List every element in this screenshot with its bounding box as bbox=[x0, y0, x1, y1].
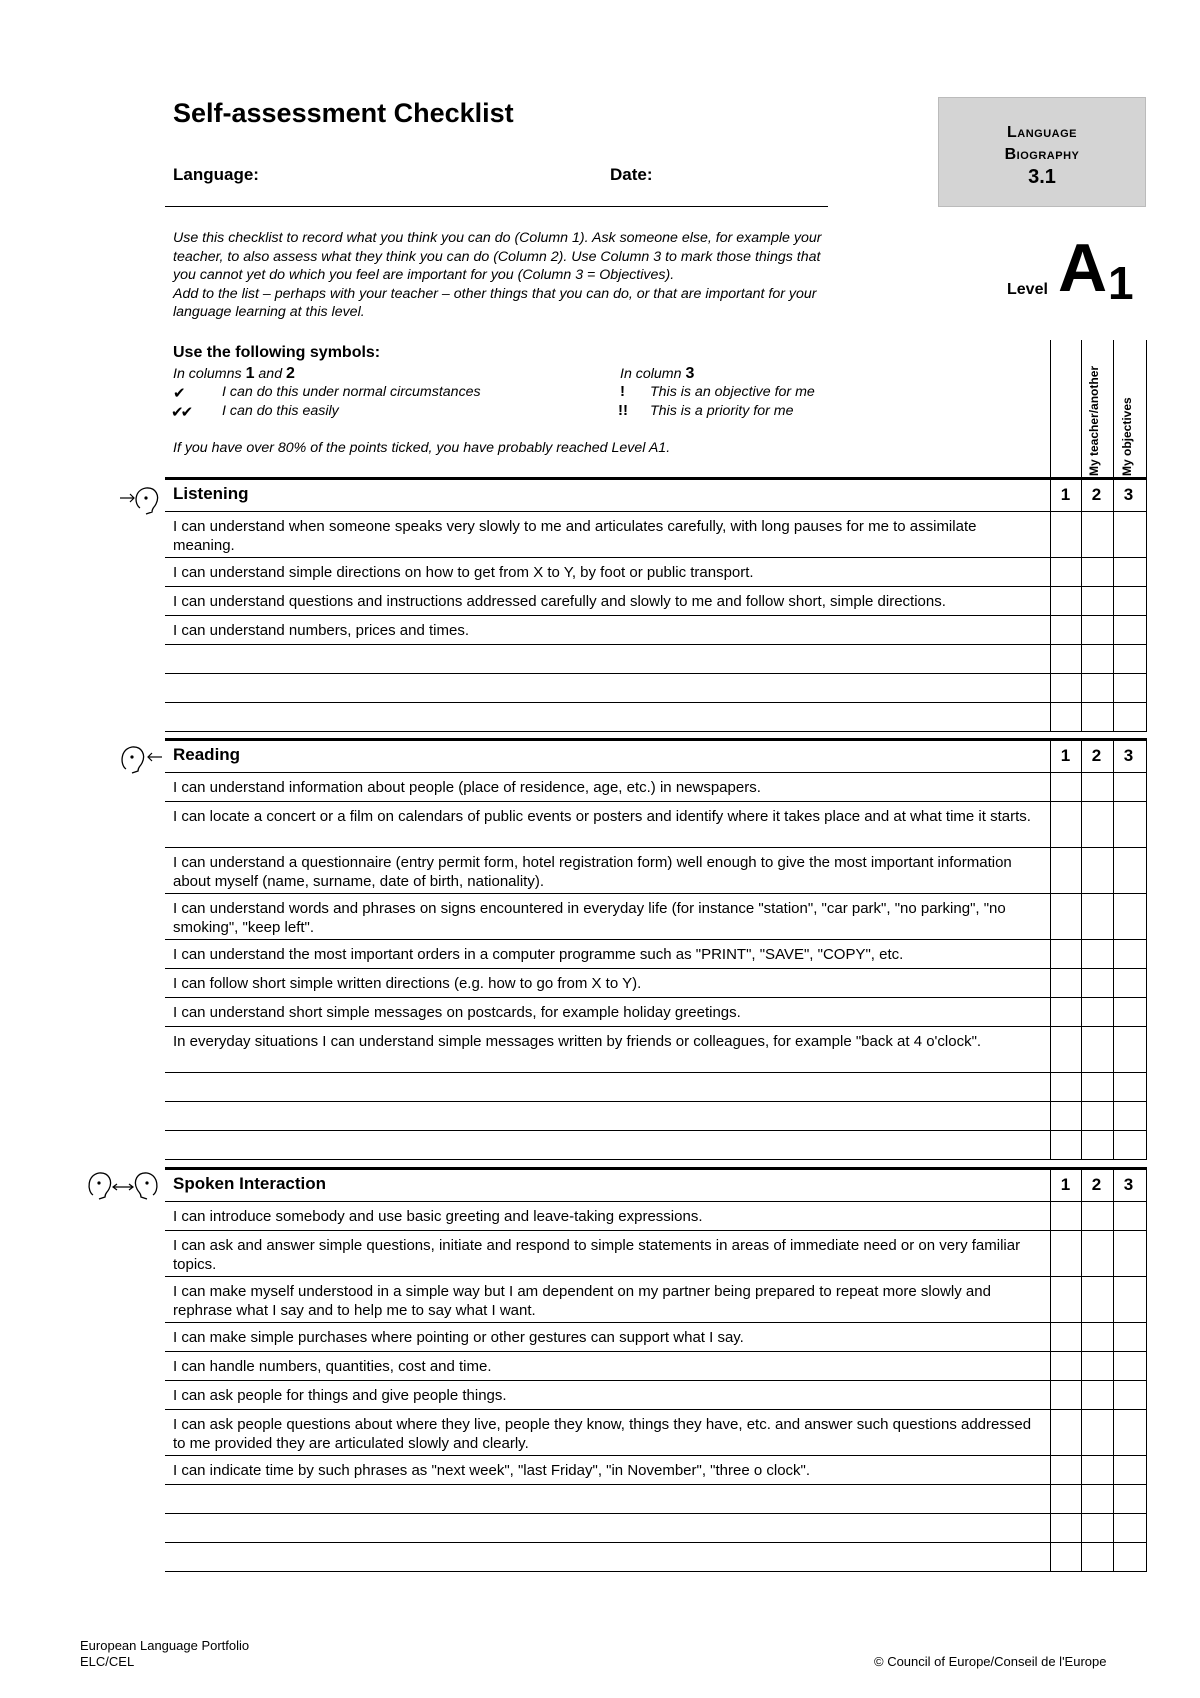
spoken-interaction-section bbox=[165, 1167, 1147, 1572]
intro-text bbox=[173, 229, 928, 322]
blank-row bbox=[165, 703, 1147, 732]
column-2-cell[interactable] bbox=[1081, 1352, 1112, 1380]
column-3-cell[interactable] bbox=[1113, 969, 1144, 997]
caption-text: In column bbox=[620, 366, 682, 382]
column-1-cell[interactable] bbox=[1050, 587, 1081, 615]
column-1-cell[interactable] bbox=[1050, 645, 1081, 673]
column-1-cell[interactable] bbox=[1050, 1381, 1081, 1409]
checklist-row bbox=[165, 894, 1147, 940]
column-2-cell[interactable] bbox=[1081, 773, 1112, 801]
column-3-cell[interactable] bbox=[1113, 802, 1144, 847]
column-1-cell[interactable] bbox=[1050, 940, 1081, 968]
column-1-cell[interactable] bbox=[1050, 998, 1081, 1026]
blank-row bbox=[165, 645, 1147, 674]
level-number: 1 bbox=[1108, 257, 1134, 309]
column-1-cell[interactable] bbox=[1050, 1231, 1081, 1276]
column-number: 2 bbox=[1091, 746, 1102, 765]
column-3-cell[interactable] bbox=[1113, 1027, 1144, 1072]
intro-line: Use this checklist to record what you think you can do (Column 1). Ask someone else, for example your bbox=[173, 230, 822, 246]
column-number: 3 bbox=[1123, 746, 1134, 765]
date-label: Date: bbox=[610, 165, 653, 184]
header-underline bbox=[165, 206, 828, 207]
column-2-cell[interactable] bbox=[1081, 848, 1112, 893]
column-3-cell[interactable] bbox=[1113, 1323, 1144, 1351]
column-3-cell[interactable] bbox=[1113, 848, 1144, 893]
column-1-cell[interactable] bbox=[1050, 1277, 1081, 1322]
column-divider bbox=[1081, 340, 1082, 478]
checklist-row bbox=[165, 802, 1147, 848]
column-divider bbox=[1113, 340, 1114, 478]
columns-12-caption bbox=[173, 365, 295, 383]
checklist-statement: I can indicate time by such phrases as "next week", "last Friday", "in November", "three o clock". bbox=[173, 1462, 811, 1479]
double-exclamation-description: This is a priority for me bbox=[650, 403, 794, 419]
blank-row bbox=[165, 1131, 1147, 1160]
column-1-cell[interactable] bbox=[1050, 1131, 1081, 1159]
checklist-statement: I can understand numbers, prices and times. bbox=[173, 622, 469, 639]
caption-text: In columns bbox=[173, 366, 242, 382]
footer-portfolio: European Language Portfolio bbox=[80, 1638, 250, 1653]
column-2-cell[interactable] bbox=[1081, 1202, 1112, 1230]
double-exclamation-icon: !! bbox=[618, 402, 628, 419]
column-1-cell[interactable] bbox=[1050, 1456, 1081, 1484]
column-3-cell[interactable] bbox=[1113, 512, 1144, 557]
checklist-row bbox=[165, 1456, 1147, 1485]
checklist-row bbox=[165, 969, 1147, 998]
column-3-cell[interactable] bbox=[1113, 1514, 1144, 1542]
column-1-cell[interactable] bbox=[1050, 703, 1081, 731]
column-2-cell[interactable] bbox=[1081, 1231, 1112, 1276]
checklist-row bbox=[165, 616, 1147, 645]
column-3-cell[interactable] bbox=[1113, 1543, 1144, 1571]
column-2-cell[interactable] bbox=[1081, 998, 1112, 1026]
checklist-statement: I can understand simple directions on how to get from X to Y, by foot or public transport. bbox=[173, 564, 754, 581]
column-2-cell[interactable] bbox=[1081, 558, 1112, 586]
footer-code: ELC/CEL bbox=[80, 1654, 135, 1669]
column-3-cell[interactable] bbox=[1113, 1073, 1144, 1101]
spoken-interaction-icon bbox=[85, 1169, 161, 1208]
column-2-cell[interactable] bbox=[1081, 616, 1112, 644]
checklist-row bbox=[165, 587, 1147, 616]
intro-line: teacher, to also assess what they think you can do (Column 2). Use Column 3 to mark those things that bbox=[173, 248, 821, 265]
column-2-cell[interactable] bbox=[1081, 1277, 1112, 1322]
footer-left bbox=[80, 1638, 249, 1670]
checklist-statement: I can understand words and phrases on signs encountered in everyday life (for instance "station", "car park", "no parking", "no smoking", "keep left". bbox=[173, 900, 1006, 936]
column-3-cell[interactable] bbox=[1113, 645, 1144, 673]
column-3-cell[interactable] bbox=[1113, 998, 1144, 1026]
level-letter: A bbox=[1058, 230, 1108, 306]
column-3-cell[interactable] bbox=[1113, 674, 1144, 702]
column-3-header: My objectives bbox=[1120, 397, 1134, 476]
checklist-row bbox=[165, 940, 1147, 969]
checklist-statement: I can understand when someone speaks very slowly to me and articulates carefully, with long pauses for me to assimilate meaning. bbox=[173, 518, 977, 554]
checklist-row bbox=[165, 1352, 1147, 1381]
checklist-row bbox=[165, 848, 1147, 894]
column-divider bbox=[1050, 340, 1051, 478]
column-1-cell[interactable] bbox=[1050, 969, 1081, 997]
column-3-cell[interactable] bbox=[1113, 1202, 1144, 1230]
column-2-cell[interactable] bbox=[1081, 512, 1112, 557]
blank-row bbox=[165, 1485, 1147, 1514]
column-1-cell[interactable] bbox=[1050, 1202, 1081, 1230]
column-3-cell[interactable] bbox=[1113, 587, 1144, 615]
column-3-cell[interactable] bbox=[1113, 1410, 1144, 1455]
blank-row bbox=[165, 1543, 1147, 1572]
column-1-cell[interactable] bbox=[1050, 848, 1081, 893]
column-1-cell[interactable] bbox=[1050, 1102, 1081, 1130]
column-3-cell[interactable] bbox=[1113, 940, 1144, 968]
column-2-cell[interactable] bbox=[1081, 1410, 1112, 1455]
checklist-row bbox=[165, 1381, 1147, 1410]
section-title: Reading bbox=[173, 745, 241, 764]
column-1-cell[interactable] bbox=[1050, 1514, 1081, 1542]
column-1-cell[interactable] bbox=[1050, 1485, 1081, 1513]
column-1-cell[interactable] bbox=[1050, 1027, 1081, 1072]
column-1-cell[interactable] bbox=[1050, 512, 1081, 557]
column-2-cell[interactable] bbox=[1081, 1073, 1112, 1101]
column-1-cell[interactable] bbox=[1050, 558, 1081, 586]
reading-section bbox=[165, 738, 1147, 1160]
column-2-cell[interactable] bbox=[1081, 940, 1112, 968]
column-2-cell[interactable] bbox=[1081, 802, 1112, 847]
checklist-statement: I can understand information about people (place of residence, age, etc.) in newspapers. bbox=[173, 779, 761, 796]
column-number: 2 bbox=[1091, 1175, 1102, 1194]
column-1-cell[interactable] bbox=[1050, 1543, 1081, 1571]
checklist-row bbox=[165, 998, 1147, 1027]
column-3-caption bbox=[620, 365, 694, 383]
checklist-row bbox=[165, 1202, 1147, 1231]
level-note: If you have over 80% of the points ticked, you have probably reached Level A1. bbox=[173, 440, 671, 456]
box-line-1: Language bbox=[1007, 124, 1077, 141]
level-label: Level bbox=[1007, 281, 1048, 298]
double-tick-description: I can do this easily bbox=[222, 403, 339, 419]
checklist-statement: I can make myself understood in a simple way but I am dependent on my partner being prepared to repeat more slowly and rephrase what I say and to help me to say what I want. bbox=[173, 1283, 991, 1319]
checklist-statement: I can understand short simple messages on postcards, for example holiday greetings. bbox=[173, 1004, 741, 1021]
checklist-statement: I can understand questions and instructions addressed carefully and slowly to me and follow short, simple directions. bbox=[173, 593, 946, 610]
column-3-cell[interactable] bbox=[1113, 616, 1144, 644]
checklist-row bbox=[165, 1323, 1147, 1352]
exclamation-icon: ! bbox=[620, 383, 625, 400]
column-2-cell[interactable] bbox=[1081, 674, 1112, 702]
blank-row bbox=[165, 1514, 1147, 1543]
column-3-cell[interactable] bbox=[1113, 894, 1144, 939]
checklist-statement: I can introduce somebody and use basic greeting and leave-taking expressions. bbox=[173, 1208, 703, 1225]
caption-text: and bbox=[258, 366, 283, 382]
checklist-statement: I can make simple purchases where pointing or other gestures can support what I say. bbox=[173, 1329, 744, 1346]
intro-line: language learning at this level. bbox=[173, 304, 365, 320]
tick-icon: ✔ bbox=[173, 385, 186, 402]
column-2-cell[interactable] bbox=[1081, 1323, 1112, 1351]
language-label: Language: bbox=[173, 165, 259, 184]
checklist-statement: I can understand the most important orders in a computer programme such as "PRINT", "SAVE", "COPY", etc. bbox=[173, 946, 904, 963]
listening-header bbox=[165, 477, 1147, 512]
exclamation-description: This is an objective for me bbox=[650, 384, 815, 400]
column-1-cell[interactable] bbox=[1050, 1352, 1081, 1380]
column-3-cell[interactable] bbox=[1113, 1277, 1144, 1322]
column-number: 2 bbox=[1091, 485, 1102, 504]
blank-row bbox=[165, 674, 1147, 703]
language-biography-box bbox=[938, 97, 1146, 207]
checklist-row bbox=[165, 1027, 1147, 1073]
column-1-cell[interactable] bbox=[1050, 894, 1081, 939]
column-3-cell[interactable] bbox=[1113, 703, 1144, 731]
section-title: Listening bbox=[173, 484, 249, 503]
column-1-cell[interactable] bbox=[1050, 802, 1081, 847]
column-2-cell[interactable] bbox=[1081, 1381, 1112, 1409]
column-2-cell[interactable] bbox=[1081, 1102, 1112, 1130]
checklist-row bbox=[165, 1410, 1147, 1456]
blank-row bbox=[165, 1102, 1147, 1131]
column-1-cell[interactable] bbox=[1050, 616, 1081, 644]
column-2-cell[interactable] bbox=[1081, 645, 1112, 673]
checklist-row bbox=[165, 512, 1147, 558]
column-2-header: My teacher/another bbox=[1087, 365, 1101, 476]
checklist-statement: I can locate a concert or a film on calendars of public events or posters and identify where it takes place and at what time it starts. bbox=[173, 808, 1031, 825]
checklist-statement: I can ask people questions about where they live, people they know, things they have, etc. and answer such questions addressed to me provided they are articulated slowly and clearly. bbox=[173, 1416, 1032, 1452]
column-number: 3 bbox=[1123, 1175, 1134, 1194]
caption-num: 2 bbox=[286, 365, 295, 382]
blank-row bbox=[165, 1073, 1147, 1102]
column-3-cell[interactable] bbox=[1113, 558, 1144, 586]
column-1-cell[interactable] bbox=[1050, 674, 1081, 702]
checklist-row bbox=[165, 1231, 1147, 1277]
column-2-cell[interactable] bbox=[1081, 1027, 1112, 1072]
column-2-cell[interactable] bbox=[1081, 894, 1112, 939]
column-2-cell[interactable] bbox=[1081, 703, 1112, 731]
column-1-cell[interactable] bbox=[1050, 1410, 1081, 1455]
listening-icon bbox=[118, 484, 162, 521]
caption-num: 1 bbox=[245, 365, 255, 382]
column-header-area bbox=[1050, 340, 1147, 478]
column-2-cell[interactable] bbox=[1081, 1543, 1112, 1571]
checklist-statement: I can ask and answer simple questions, initiate and respond to simple statements in areas of immediate need or on very familiar topics. bbox=[173, 1237, 1021, 1273]
column-3-cell[interactable] bbox=[1113, 1352, 1144, 1380]
column-number: 1 bbox=[1060, 746, 1071, 765]
column-3-cell[interactable] bbox=[1113, 1231, 1144, 1276]
checklist-statement: I can handle numbers, quantities, cost and time. bbox=[173, 1358, 492, 1375]
reading-icon bbox=[118, 743, 164, 782]
column-2-cell[interactable] bbox=[1081, 1131, 1112, 1159]
column-3-cell[interactable] bbox=[1113, 1456, 1144, 1484]
column-2-cell[interactable] bbox=[1081, 587, 1112, 615]
column-number: 3 bbox=[1123, 485, 1134, 504]
column-2-cell[interactable] bbox=[1081, 969, 1112, 997]
listening-section bbox=[165, 477, 1147, 732]
box-line-2: Biography bbox=[1004, 146, 1080, 163]
column-1-cell[interactable] bbox=[1050, 1073, 1081, 1101]
symbols-heading: Use the following symbols: bbox=[173, 344, 381, 361]
box-number: 3.1 bbox=[1028, 166, 1056, 188]
page-title: Self-assessment Checklist bbox=[173, 98, 514, 128]
checklist-statement: In everyday situations I can understand simple messages written by friends or colleagues, for example "back at 4 o'clock". bbox=[173, 1033, 982, 1050]
column-3-cell[interactable] bbox=[1113, 1102, 1144, 1130]
column-divider bbox=[1146, 340, 1147, 478]
column-1-cell[interactable] bbox=[1050, 1323, 1081, 1351]
checklist-row bbox=[165, 1277, 1147, 1323]
double-tick-icon: ✔✔ bbox=[171, 404, 191, 421]
spoken-interaction-header bbox=[165, 1167, 1147, 1202]
tick-description: I can do this under normal circumstances bbox=[222, 384, 481, 400]
intro-line: you cannot yet do which you feel are important for you (Column 3 = Objectives). bbox=[173, 267, 675, 283]
section-title: Spoken Interaction bbox=[173, 1174, 327, 1193]
reading-header bbox=[165, 738, 1147, 773]
checklist-statement: I can understand a questionnaire (entry permit form, hotel registration form) well enough to give the most important information about myself (name, surname, date of birth, nationality). bbox=[173, 854, 1012, 890]
column-3-cell[interactable] bbox=[1113, 1381, 1144, 1409]
column-number: 1 bbox=[1060, 485, 1071, 504]
footer-copyright: © Council of Europe/Conseil de l'Europe bbox=[874, 1654, 1107, 1669]
caption-num: 3 bbox=[685, 365, 695, 382]
column-2-cell[interactable] bbox=[1081, 1485, 1112, 1513]
checklist-row bbox=[165, 773, 1147, 802]
intro-line: Add to the list – perhaps with your teacher – other things that you can do, or that are important for your bbox=[173, 285, 817, 302]
column-1-cell[interactable] bbox=[1050, 773, 1081, 801]
checklist-statement: I can ask people for things and give people things. bbox=[173, 1387, 507, 1404]
column-3-cell[interactable] bbox=[1113, 773, 1144, 801]
checklist-row bbox=[165, 558, 1147, 587]
column-3-cell[interactable] bbox=[1113, 1131, 1144, 1159]
checklist-statement: I can follow short simple written directions (e.g. how to go from X to Y). bbox=[173, 975, 642, 992]
column-2-cell[interactable] bbox=[1081, 1456, 1112, 1484]
column-2-cell[interactable] bbox=[1081, 1514, 1112, 1542]
column-3-cell[interactable] bbox=[1113, 1485, 1144, 1513]
column-number: 1 bbox=[1060, 1175, 1071, 1194]
